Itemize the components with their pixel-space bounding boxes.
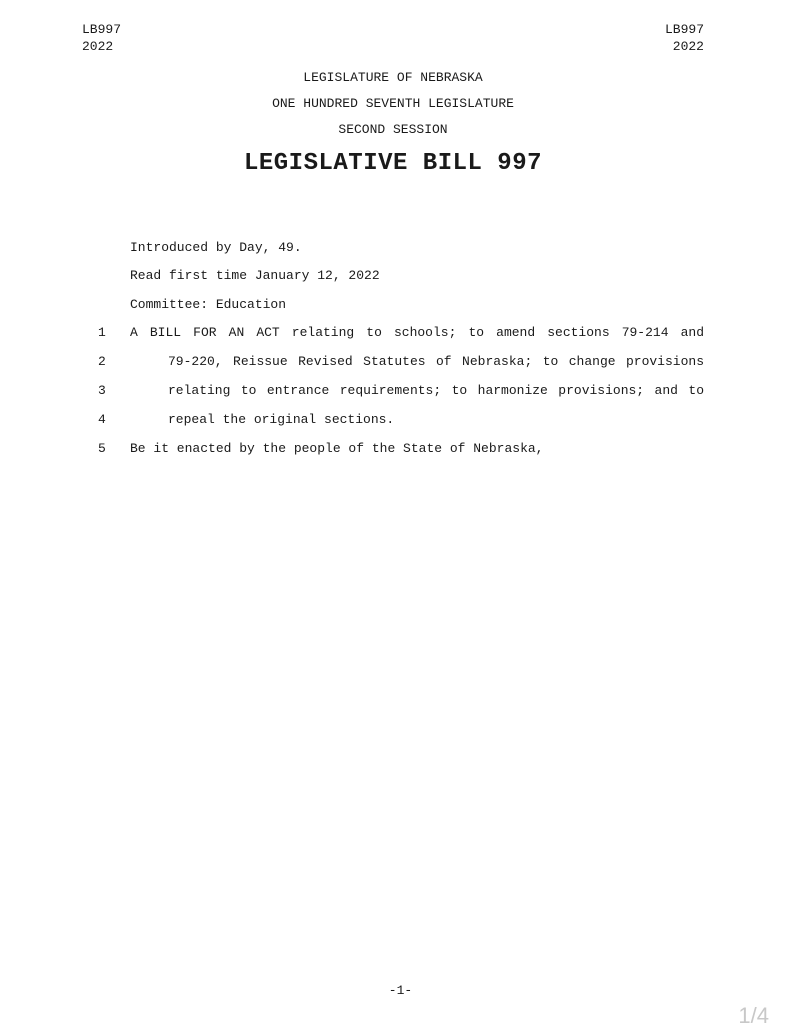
- header-left-year: 2022: [82, 39, 114, 54]
- page-number: -1-: [388, 983, 413, 998]
- header-right-year: 2022: [672, 39, 704, 54]
- header-left-bill: LB997: [82, 22, 122, 37]
- bill-line: [0, 383, 801, 401]
- header-right: [665, 21, 704, 55]
- bill-line: [0, 441, 801, 459]
- bill-line: [0, 412, 801, 430]
- line-text: A BILL FOR AN ACT relating to schools; to amend sections 79-214 and: [130, 325, 704, 340]
- line-text: 79-220, Reissue Revised Statutes of Nebraska; to change provisions: [168, 354, 704, 369]
- line-text: repeal the original sections.: [168, 412, 395, 427]
- bill-line: [0, 354, 801, 372]
- line-number: 2: [98, 354, 106, 369]
- introduced-by: Introduced by Day, 49.: [130, 240, 302, 255]
- header-right-bill: LB997: [664, 22, 704, 37]
- line-number: 3: [98, 383, 106, 398]
- session-heading: SECOND SESSION: [338, 122, 448, 137]
- bill-title: LEGISLATIVE BILL 997: [243, 150, 543, 177]
- line-text: relating to entrance requirements; to harmonize provisions; and to: [168, 383, 704, 398]
- line-text: Be it enacted by the people of the State of Nebraska,: [130, 441, 544, 456]
- legislature-heading: LEGISLATURE OF NEBRASKA: [303, 70, 483, 85]
- bill-line: [0, 325, 801, 343]
- read-first-time: Read first time January 12, 2022: [130, 268, 380, 283]
- line-number: 1: [98, 325, 106, 340]
- line-number: 5: [98, 441, 106, 456]
- header-left: [82, 21, 121, 55]
- line-number: 4: [98, 412, 106, 427]
- committee: Committee: Education: [130, 297, 287, 312]
- page-indicator: 1/4: [738, 1003, 769, 1028]
- session-name-heading: ONE HUNDRED SEVENTH LEGISLATURE: [272, 96, 514, 111]
